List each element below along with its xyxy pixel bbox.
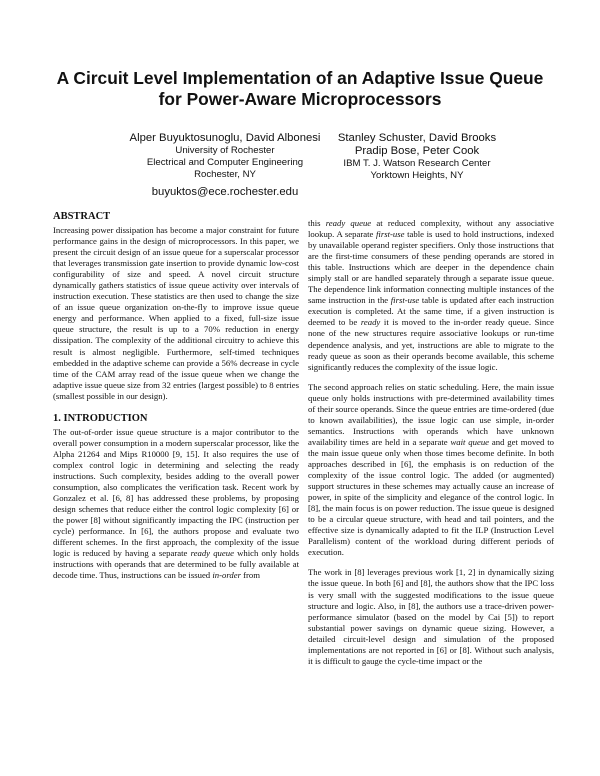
introduction-heading: 1. INTRODUCTION [53,412,148,424]
title-line-1: A Circuit Level Implementation of an Adaptive Issue Queue [56,68,544,88]
body-paragraph: this ready queue at reduced complexity, without any associative lookup. A separate first-use table is used to hold instructions, indexed by unavailable operand register specifiers. Only those instructions that are the first-time consumers of these pending operands are stored in this table. Instructions which are deeper in the dependence chain simply stall or are handled separately through a separate issue queue. The dependence link information connecting multiple instances of the same instruction in the first-use table is updated after each instruction execution is completed. At the same time, if a given instruction is deemed to be ready it is moved to the in-order ready queue. Since none of the new structures require associative lookups or run-time dependence analysis, and yet, instructions are able to migrate to the ready queue as soon as their operands become available, this scheme significantly reduces the complexity of the issue logic. [308,218,554,372]
right-column [308,218,554,667]
paper-title [40,68,560,110]
title-line-2: for Power-Aware Microprocessors [158,89,442,109]
affiliation-line: Yorktown Heights, NY [370,170,464,181]
abstract-heading: ABSTRACT [53,211,111,222]
author-names: Stanley Schuster, David Brooks [337,132,497,144]
body-paragraph: The second approach relies on static scheduling. Here, the main issue queue only holds instructions with pre-determined availability times of their source operands. Since the queue entries are time-ordered (due to known availabilities), the issue logic can use simple, in-order semantics. Instructions with operands which have unknown availability times are held in a separate wait queue and get moved to the main issue queue only when those times become definite. In both approaches described in [6], the emphasis is on reduction of the complexity of the issue control logic. The added (or augmented) support structures in these schemes may actually cause an increase of power, in spite of the simplicity and elegance of the control logic. In [8], the main focus is on power reduction. The issue queue is designed to be a circular queue structure, with head and tail pointers, and the effective size is dynamically adapted to fit the ILP (Instruction Level Parallelism) content of the workload during different periods of execution. [308,381,554,558]
author-email: buyuktos@ece.rochester.edu [151,186,299,198]
affiliation-line: University of Rochester [175,145,275,156]
abstract-text: Increasing power dissipation has become a major constraint for future performance gains in the design of microprocessors. In this paper, we present the circuit design of an issue queue for a superscalar processor that leverages transmission gate insertion to provide dynamic low-cost configurability of size and speed. A novel circuit structure dynamically gathers statistics of issue queue activity over intervals of instruction execution. These statistics are then used to change the size of an issue queue organization on-the-fly to improve issue queue energy and performance. When applied to a fixed, full-size issue queue structure, the result is up to a 70% reduction in energy dissipation. The complexity of the additional circuitry to achieve this result is almost negligible. Furthermore, self-timed techniques embedded in the adaptive scheme can provide a 56% decrease in cycle time of the CAM array read of the issue queue when we change the adaptive issue queue size from 32 entries (largest possible) to 8 entries (smallest possible in our design). [53,225,299,401]
author-block-ibm [292,132,542,182]
body-paragraph: The work in [8] leverages previous work [1, 2] in dynamically sizing the issue queue. In both [6] and [8], the authors show that the IPC loss is very small with the suggested modifications to the issue queue structure and logic. Also, in [8], the authors use a trace-driven power-performance simulator (based on the model by Cai [5]) to report substantial power savings on dynamic queue sizing. However, a detailed circuit-level design and simulation of the proposed implementations are not reported in [6] or [8]. Without such analysis, it is difficult to gauge the cycle-time impact or the [308,567,554,666]
author-names: Alper Buyuktosunoglu, David Albonesi [129,132,321,144]
affiliation-line: Electrical and Computer Engineering [146,157,304,168]
intro-paragraph: The out-of-order issue queue structure is a major contributor to the overall power consumption in a modern superscalar processor, like the Alpha 21264 and Mips R10000 [9, 15]. It also requires the use of complex control logic in determining and selecting the ready instructions. Such complexity, besides adding to the overall power consumption, also complicates the verification task. Recent work by Gonzalez et al. [6, 8] has addressed these problems, by proposing design schemes that reduce either the control logic complexity [6] or the power [8] without significantly impacting the IPC (instruction per cycle) performance. In [6], the authors propose and evaluate two different schemes. In the first approach, the complexity of the issue logic is reduced by having a separate ready queue which only holds instructions with operands that are determined to be fully available at decode time. Thus, instructions can be issued in-order from [53,426,299,581]
affiliation-line: Rochester, NY [194,169,256,180]
affiliation-line: IBM T. J. Watson Research Center [343,158,491,169]
author-names: Pradip Bose, Peter Cook [354,145,480,157]
left-column [53,210,299,581]
